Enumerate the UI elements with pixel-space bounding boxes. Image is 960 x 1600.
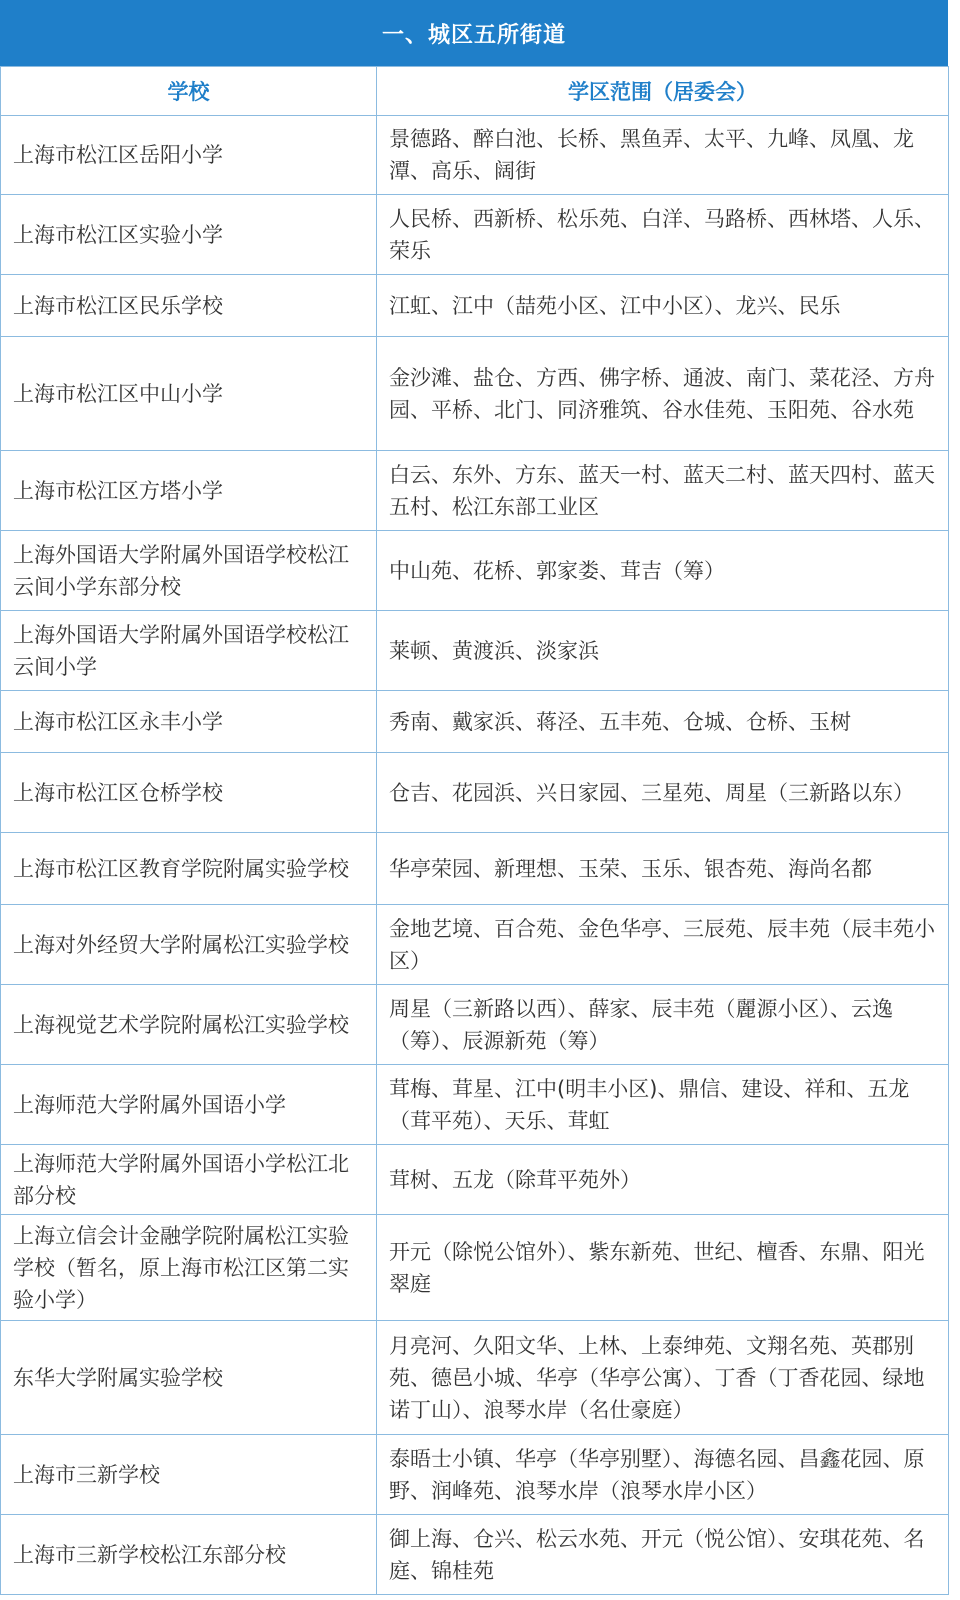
- school-cell: 上海市松江区民乐学校: [1, 275, 377, 337]
- school-cell: 上海市松江区仓桥学校: [1, 753, 377, 833]
- table-row: [1, 691, 949, 753]
- table-row: [1, 531, 949, 611]
- area-cell: 江虹、江中（喆苑小区、江中小区）、龙兴、民乐: [377, 275, 949, 337]
- area-cell: 景德路、醉白池、长桥、黑鱼弄、太平、九峰、凤凰、龙潭、高乐、阔街: [377, 116, 949, 195]
- school-cell: 上海市松江区方塔小学: [1, 451, 377, 531]
- school-cell: 上海市松江区中山小学: [1, 337, 377, 451]
- area-cell: 泰晤士小镇、华亭（华亭别墅）、海德名园、昌鑫花园、原野、润峰苑、浪琴水岸（浪琴水岸小区）: [377, 1435, 949, 1515]
- area-cell: 秀南、戴家浜、蒋泾、五丰苑、仓城、仓桥、玉树: [377, 691, 949, 753]
- school-cell: 上海师范大学附属外国语小学: [1, 1065, 377, 1145]
- school-cell: 上海市松江区实验小学: [1, 195, 377, 275]
- school-cell: 上海外国语大学附属外国语学校松江云间小学: [1, 611, 377, 691]
- area-cell: 仓吉、花园浜、兴日家园、三星苑、周星（三新路以东）: [377, 753, 949, 833]
- table-row: [1, 611, 949, 691]
- table-row: [1, 451, 949, 531]
- table-row: [1, 985, 949, 1065]
- table-row: [1, 337, 949, 451]
- area-cell: 茸梅、茸星、江中(明丰小区)、鼎信、建设、祥和、五龙（茸平苑）、天乐、茸虹: [377, 1065, 949, 1145]
- area-cell: 金地艺境、百合苑、金色华亭、三辰苑、辰丰苑（辰丰苑小区）: [377, 905, 949, 985]
- school-cell: 上海外国语大学附属外国语学校松江云间小学东部分校: [1, 531, 377, 611]
- table-row: [1, 1215, 949, 1321]
- table-row: [1, 833, 949, 905]
- table-row: [1, 753, 949, 833]
- area-cell: 开元（除悦公馆外）、紫东新苑、世纪、檀香、东鼎、阳光翠庭: [377, 1215, 949, 1321]
- table-header-row: [1, 67, 949, 116]
- table-row: [1, 1145, 949, 1215]
- table-row: [1, 905, 949, 985]
- section-title: 一、城区五所街道: [0, 0, 948, 66]
- header-area: 学区范围（居委会）: [377, 67, 949, 116]
- table-row: [1, 1321, 949, 1435]
- area-cell: 白云、东外、方东、蓝天一村、蓝天二村、蓝天四村、蓝天五村、松江东部工业区: [377, 451, 949, 531]
- school-cell: 上海对外经贸大学附属松江实验学校: [1, 905, 377, 985]
- school-cell: 东华大学附属实验学校: [1, 1321, 377, 1435]
- table-row: [1, 116, 949, 195]
- school-cell: 上海立信会计金融学院附属松江实验学校（暂名，原上海市松江区第二实验小学）: [1, 1215, 377, 1321]
- area-cell: 茸树、五龙（除茸平苑外）: [377, 1145, 949, 1215]
- area-cell: 莱顿、黄渡浜、淡家浜: [377, 611, 949, 691]
- school-district-table: [0, 66, 949, 1595]
- school-cell: 上海市三新学校: [1, 1435, 377, 1515]
- area-cell: 中山苑、花桥、郭家娄、茸吉（筹）: [377, 531, 949, 611]
- table-row: [1, 1065, 949, 1145]
- table-row: [1, 1515, 949, 1595]
- table-row: [1, 1435, 949, 1515]
- school-cell: 上海市松江区岳阳小学: [1, 116, 377, 195]
- school-cell: 上海市三新学校松江东部分校: [1, 1515, 377, 1595]
- area-cell: 人民桥、西新桥、松乐苑、白洋、马路桥、西林塔、人乐、荣乐: [377, 195, 949, 275]
- area-cell: 金沙滩、盐仓、方西、佛字桥、通波、南门、菜花泾、方舟园、平桥、北门、同济雅筑、谷水佳苑、玉阳苑、谷水苑: [377, 337, 949, 451]
- area-cell: 周星（三新路以西）、薛家、辰丰苑（麗源小区）、云逸（筹）、辰源新苑（筹）: [377, 985, 949, 1065]
- school-cell: 上海视觉艺术学院附属松江实验学校: [1, 985, 377, 1065]
- school-cell: 上海市松江区永丰小学: [1, 691, 377, 753]
- school-cell: 上海市松江区教育学院附属实验学校: [1, 833, 377, 905]
- area-cell: 御上海、仓兴、松云水苑、开元（悦公馆）、安琪花苑、名庭、锦桂苑: [377, 1515, 949, 1595]
- table-row: [1, 275, 949, 337]
- header-school: 学校: [1, 67, 377, 116]
- school-cell: 上海师范大学附属外国语小学松江北部分校: [1, 1145, 377, 1215]
- area-cell: 月亮河、久阳文华、上林、上泰绅苑、文翔名苑、英郡别苑、德邑小城、华亭（华亭公寓）、丁香（丁香花园、绿地诺丁山）、浪琴水岸（名仕豪庭）: [377, 1321, 949, 1435]
- area-cell: 华亭荣园、新理想、玉荣、玉乐、银杏苑、海尚名都: [377, 833, 949, 905]
- table-row: [1, 195, 949, 275]
